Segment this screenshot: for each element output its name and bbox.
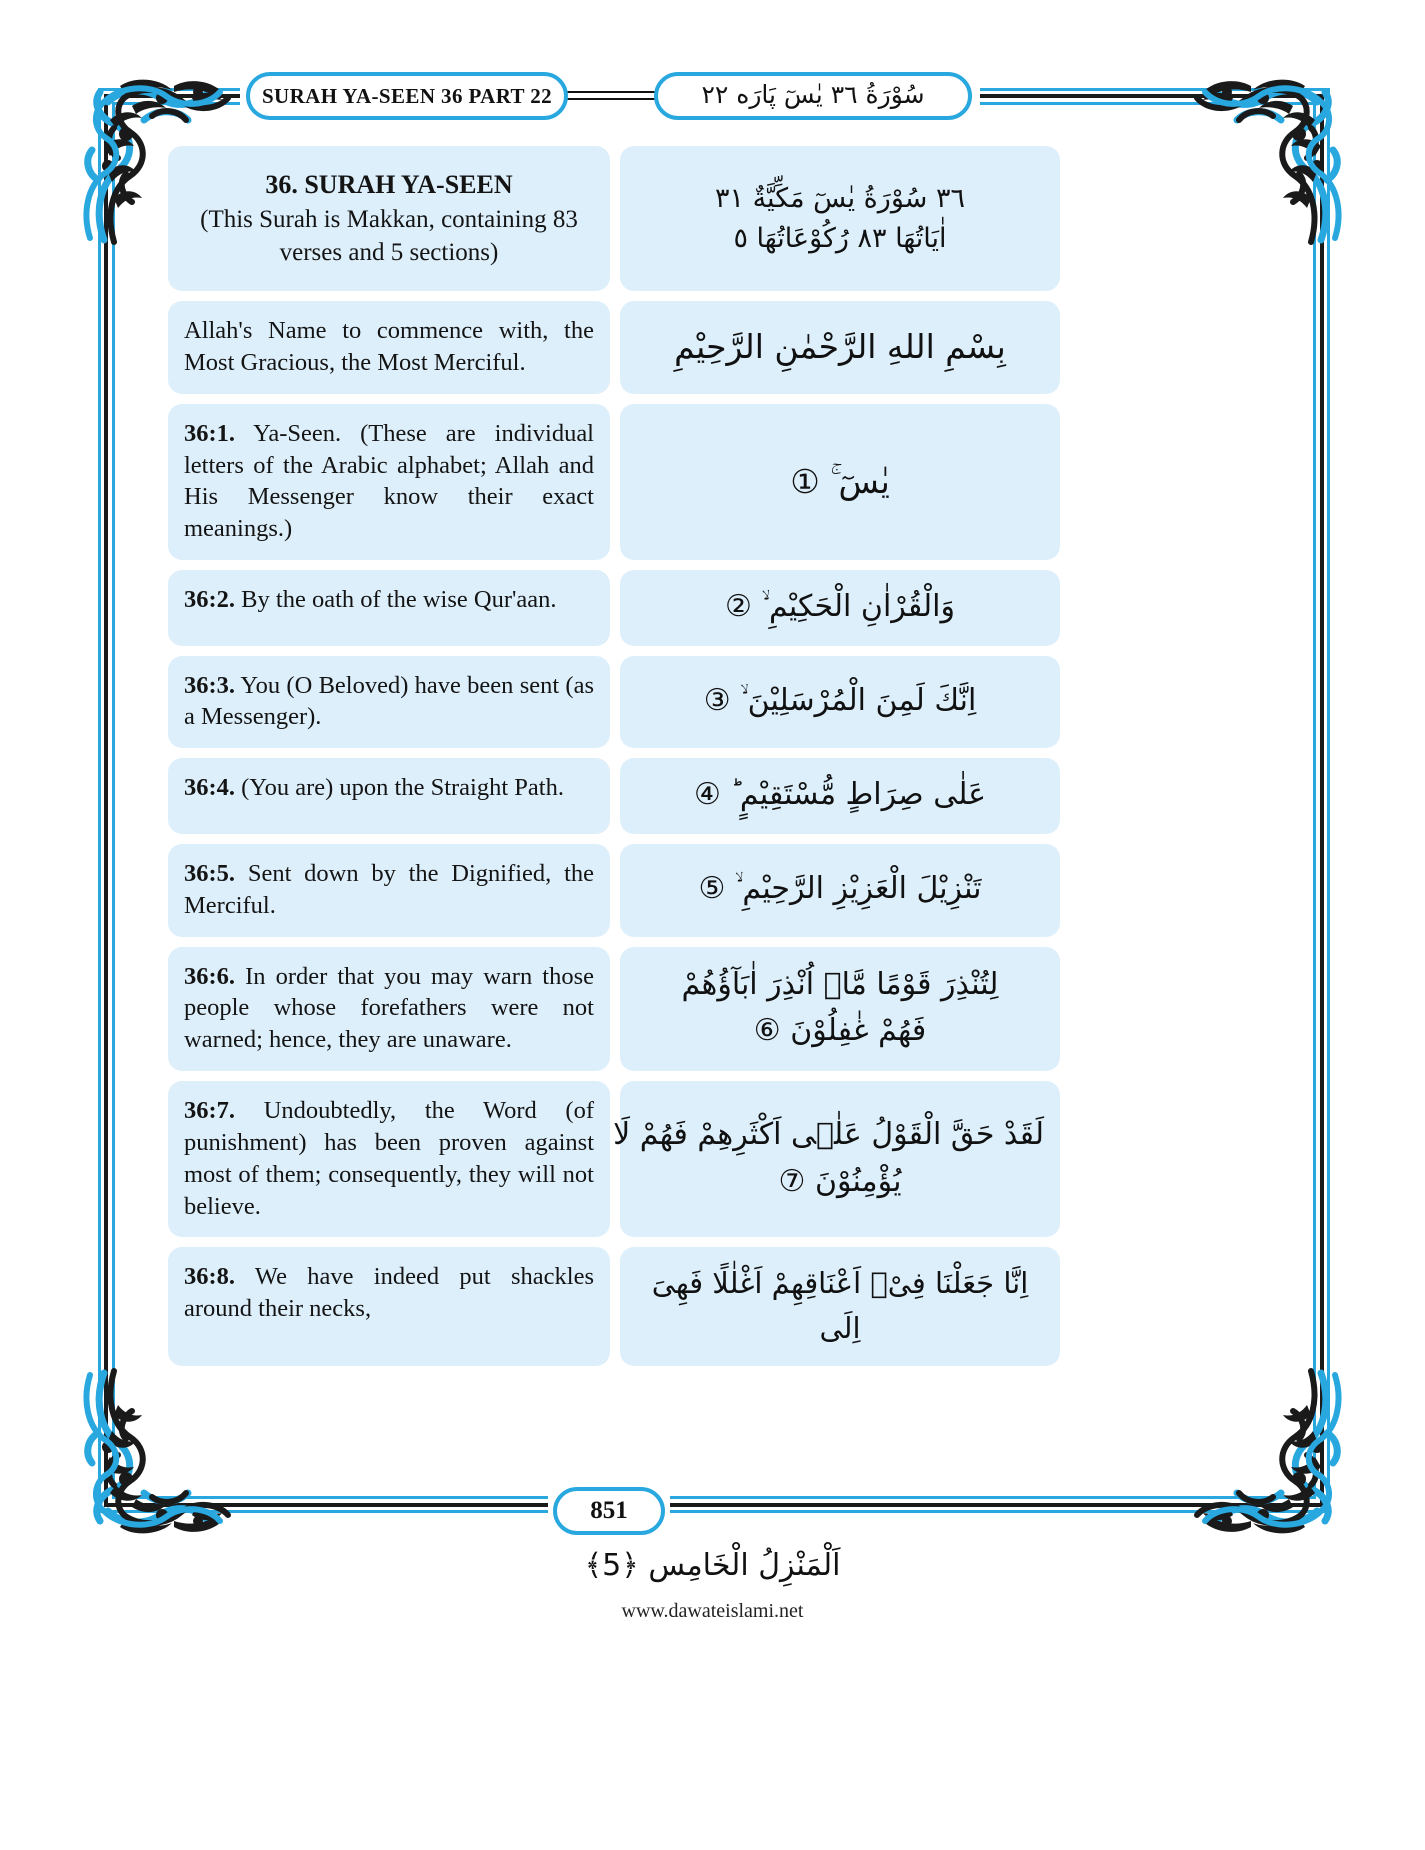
verse-english: [168, 844, 610, 937]
verse-row: [168, 758, 1260, 834]
surah-title-row: [168, 146, 1260, 291]
verse-text: You (O Beloved) have been sent (as a Messenger).: [184, 671, 594, 731]
verse-arabic: [613, 1081, 1060, 1237]
surah-info: (This Surah is Makkan, containing 83 verses and 5 sections): [200, 205, 578, 266]
verse-arabic-line-2: يُؤْمِنُوْنَ ⑦: [778, 1163, 902, 1199]
surah-name: 36. SURAH YA-SEEN: [265, 170, 513, 199]
verse-english: [168, 1081, 610, 1237]
verse-english: [168, 404, 610, 560]
page-number: 851: [553, 1487, 665, 1535]
verse-text: Undoubtedly, the Word (of punishment) has been proven against most of them; consequently, they will not believe.: [184, 1097, 595, 1220]
verse-text: By the oath of the wise Qur'aan.: [241, 586, 557, 614]
verse-row: [168, 570, 1260, 646]
verse-english: [168, 656, 610, 749]
header-right-title-arabic: [654, 72, 972, 120]
header-arabic-text: سُوْرَةُ ٣٦ يٰسٓ پَارَه ٢٢: [701, 80, 925, 109]
bismillah-row: [168, 301, 1260, 394]
surah-arabic-line-1: ٣٦ سُوْرَةُ يٰسٓ مَكِّيَّةٌ ٣١: [714, 183, 966, 215]
verse-english: [168, 1247, 610, 1366]
header-connector-line: [566, 90, 658, 102]
verse-arabic: اِنَّكَ لَمِنَ الْمُرْسَلِيْنَ ۙ ③: [620, 656, 1060, 749]
verse-number: 36:6.: [184, 962, 236, 990]
verse-table: [168, 146, 1260, 1376]
verse-arabic: تَنْزِيْلَ الْعَزِيْزِ الرَّحِيْمِ ۙ ⑤: [620, 844, 1060, 937]
corner-ornament-bottom-left: [74, 1366, 259, 1551]
corner-ornament-top-left: [74, 62, 259, 247]
verse-english: [168, 570, 610, 646]
corner-ornament-top-right: [1166, 62, 1351, 247]
verse-arabic: عَلٰى صِرَاطٍ مُّسْتَقِيْمٍ ؕ ④: [620, 758, 1060, 834]
verse-row: [168, 1247, 1260, 1366]
verse-text: We have indeed put shackles around their necks,: [184, 1263, 594, 1323]
verse-text: (You are) upon the Straight Path.: [241, 774, 564, 802]
verse-number: 36:8.: [184, 1263, 236, 1291]
verse-row: [168, 844, 1260, 937]
verse-arabic: يٰسٓ ۚ ①: [620, 404, 1060, 560]
verse-arabic-line-1: لِتُنْذِرَ قَوْمًا مَّاۤ اُنْذِرَ اٰبَآؤُهُمْ: [681, 966, 999, 1002]
corner-ornament-bottom-right: [1166, 1366, 1351, 1551]
verse-text: In order that you may warn those people whose forefathers were not warned; hence, they are unaware.: [184, 962, 595, 1054]
bismillah-english: Allah's Name to commence with, the Most Gracious, the Most Merciful.: [168, 301, 610, 394]
verse-row: [168, 1081, 1260, 1237]
website-url: www.dawateislami.net: [621, 1600, 804, 1622]
verse-number: 36:5.: [184, 859, 236, 887]
verse-english: [168, 947, 610, 1072]
verse-arabic: [620, 947, 1060, 1072]
verse-text: Sent down by the Dignified, the Merciful.: [184, 859, 594, 919]
bismillah-arabic: بِسْمِ اللهِ الرَّحْمٰنِ الرَّحِيْمِ: [620, 301, 1060, 394]
verse-row: [168, 656, 1260, 749]
verse-arabic: وَالْقُرْاٰنِ الْحَكِيْمِ ۙ ②: [620, 570, 1060, 646]
verse-number: 36:7.: [184, 1097, 236, 1125]
verse-text: Ya-Seen. (These are individual letters of the Arabic alphabet; Allah and His Messenger know their exact meanings.): [184, 419, 594, 543]
verse-number: 36:4.: [184, 774, 236, 802]
verse-arabic-line-2: فَهُمْ غٰفِلُوْنَ ⑥: [753, 1013, 927, 1049]
verse-number: 36:2.: [184, 586, 236, 614]
verse-arabic-line-1: لَقَدْ حَقَّ الْقَوْلُ عَلٰۤى اَكْثَرِهِمْ فَهُمْ لَا: [613, 1117, 1044, 1153]
verse-number: 36:1.: [184, 419, 236, 447]
verse-row: [168, 404, 1260, 560]
manzil-label: اَلْمَنْزِلُ الْخَامِس ﴿5﴾: [584, 1548, 841, 1583]
verse-arabic: اِنَّا جَعَلْنَا فِیْۤ اَعْنَاقِهِمْ اَغْلٰلًا فَهِیَ اِلَى: [620, 1247, 1060, 1366]
header-left-title: SURAH YA-SEEN 36 PART 22: [246, 72, 568, 120]
verse-number: 36:3.: [184, 671, 236, 699]
verse-row: [168, 947, 1260, 1072]
surah-title-arabic: [620, 146, 1060, 291]
surah-arabic-line-2: اٰيَاتُهَا ٨٣ رُكُوْعَاتُهَا ٥: [733, 222, 947, 254]
verse-english: [168, 758, 610, 834]
